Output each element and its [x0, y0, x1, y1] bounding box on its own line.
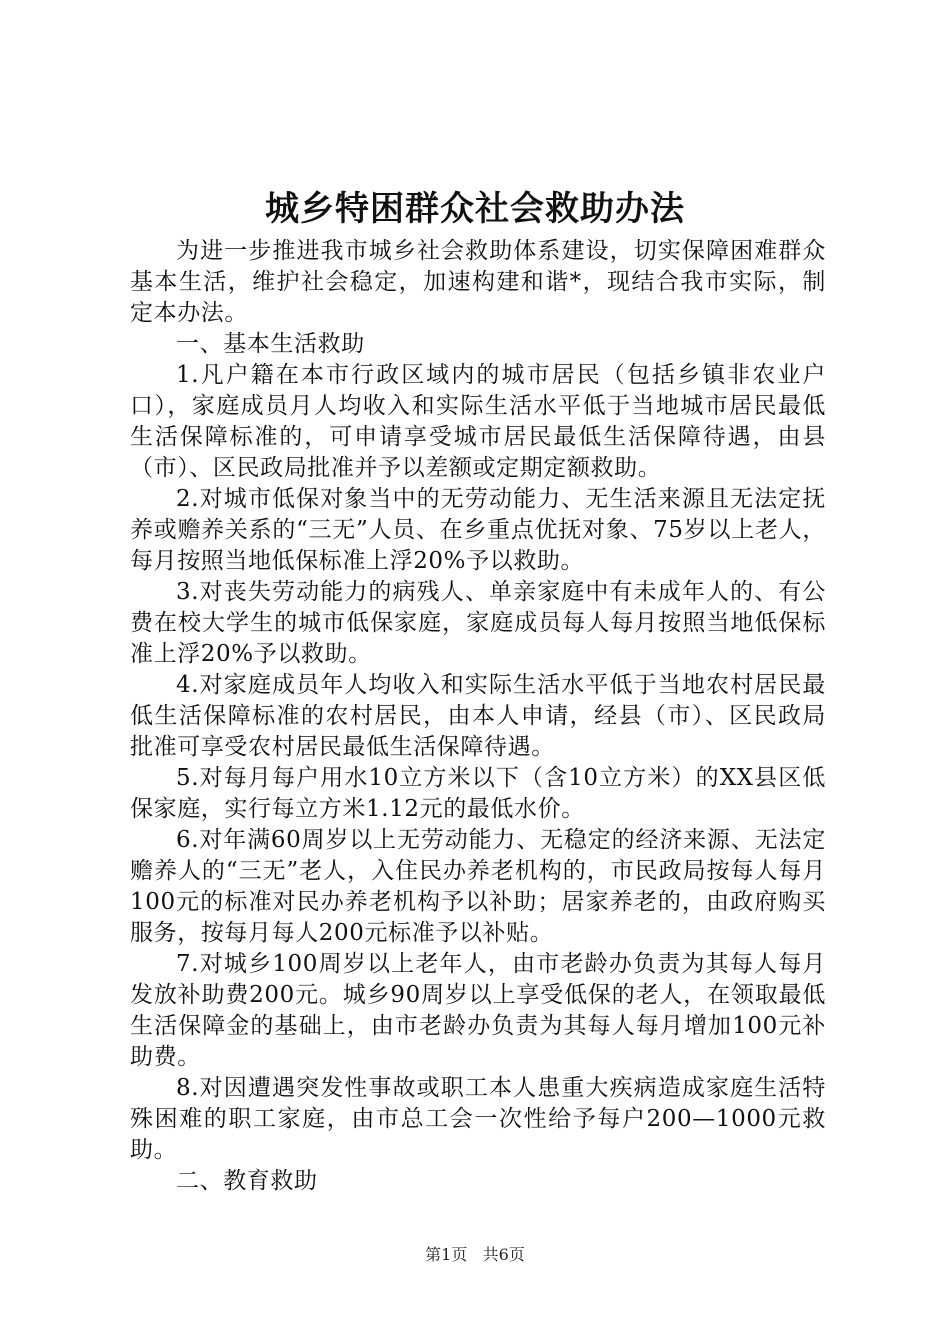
item-paragraph-3: 3.对丧失劳动能力的病残人、单亲家庭中有未成年人的、有公费在校大学生的城市低保家庭，家庭成员每人每月按照当地低保标准上浮20%予以救助。 — [130, 579, 826, 667]
page-number: 第1页 — [425, 1245, 468, 1264]
item-paragraph-6: 6.对年满60周岁以上无劳动能力、无稳定的经济来源、无法定赡养人的“三无”老人，入住民办养老机构的，市民政局按每人每月100元的标准对民办养老机构予以补助；居家养老的，由政府购买服务，按每月每人200元标准予以补贴。 — [130, 827, 826, 946]
intro-paragraph: 为进一步推进我市城乡社会救助体系建设，切实保障困难群众基本生活，维护社会稳定，加速构建和谐*，现结合我市实际，制定本办法。 — [130, 238, 826, 326]
item-paragraph-7: 7.对城乡100周岁以上老年人，由市老龄办负责为其每人每月发放补助费200元。城乡90周岁以上享受低保的老人，在领取最低生活保障金的基础上，由市老龄办负责为其每人每月增加100元补助费。 — [130, 951, 826, 1070]
item-paragraph-4: 4.对家庭成员年人均收入和实际生活水平低于当地农村居民最低生活保障标准的农村居民，由本人申请，经县（市）、区民政局批准可享受农村居民最低生活保障待遇。 — [130, 672, 826, 760]
section-heading-education: 二、教育救助 — [176, 1168, 318, 1194]
section-heading-basic-living: 一、基本生活救助 — [176, 331, 365, 357]
document-body — [130, 236, 826, 1197]
page-footer — [0, 1244, 950, 1266]
item-paragraph-2: 2.对城市低保对象当中的无劳动能力、无生活来源且无法定抚养或赡养关系的“三无”人员、在乡重点优抚对象、75岁以上老人，每月按照当地低保标准上浮20%予以救助。 — [130, 486, 826, 574]
page-total: 共6页 — [482, 1245, 525, 1264]
page-separator — [472, 1245, 477, 1264]
item-paragraph-1: 1.凡户籍在本市行政区域内的城市居民（包括乡镇非农业户口），家庭成员月人均收入和实际生活水平低于当地城市居民最低生活保障标准的，可申请享受城市居民最低生活保障待遇，由县（市）、区民政局批准并予以差额或定期定额救助。 — [130, 362, 826, 481]
document-title: 城乡特困群众社会救助办法 — [265, 189, 685, 229]
item-paragraph-5: 5.对每月每户用水10立方米以下（含10立方米）的XX县区低保家庭，实行每立方米1.12元的最低水价。 — [130, 765, 826, 822]
item-paragraph-8: 8.对因遭遇突发性事故或职工本人患重大疾病造成家庭生活特殊困难的职工家庭，由市总工会一次性给予每户200—1000元救助。 — [130, 1075, 826, 1163]
